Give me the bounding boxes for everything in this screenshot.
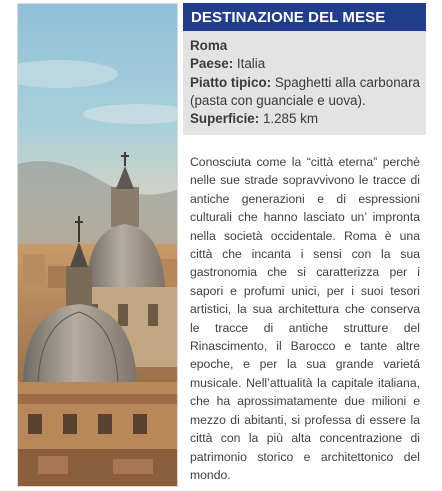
area-value: 1.285 km [262,111,319,127]
section-header [183,3,426,31]
dish-label: Piatto tipico: [190,74,272,90]
dish-row [190,74,420,92]
section-title: DESTINAZIONE DEL MESE [191,9,386,26]
area-row [190,110,420,128]
country-row [190,55,420,73]
area-label: Superficie: [190,111,260,127]
article-text: Conosciuta come la “città eterna” perchè nelle sue strade sopravvivono le tracce di antiche generazioni e di espressioni culturali che hanno lasciato un’ impronta nella società occidentale. Roma è una città che incanta i sensi con la sua gastronomia che si caratterizza per i sapori e profumi unici, per i suoi tesori artistici, la sua architettura che conserva le tracce di antiche strutture del Rinascimento, il Barocco e tante altre epoche, e per la sua grande varietá musicale. Nell’attualità la capitale italiana, che ha aprossimatamente due milioni e mezzo di abitanti, si professa di essere la città con la più alta concentrazione di patrimonio storico e architettonico del mondo. [190,155,420,482]
rome-domes-photo [17,3,178,487]
country-label: Paese: [190,56,234,72]
country-value: Italia [236,56,266,72]
destination-info-box [183,31,426,135]
city-name: Roma [190,38,228,53]
dish-description: (pasta con guanciale e uova). [190,92,366,108]
dish-value: Spaghetti alla carbonara [274,74,420,90]
